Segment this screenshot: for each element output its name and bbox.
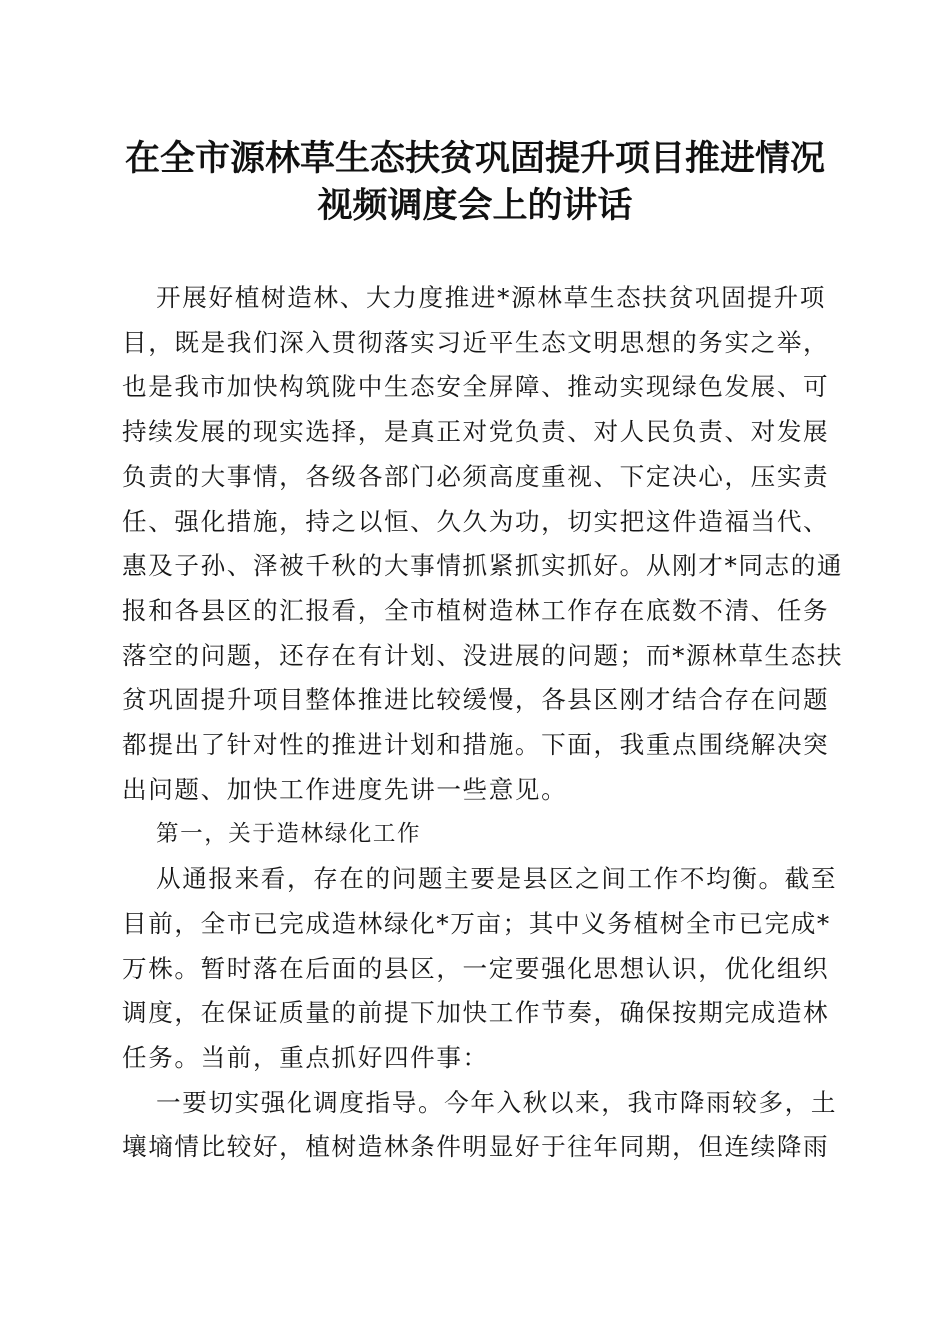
section-heading-afforestation <box>122 812 826 857</box>
paragraph-line: 贫巩固提升项目整体推进比较缓慢，各县区刚才结合存在问题 <box>122 685 830 715</box>
paragraph-progress-report <box>122 857 838 1081</box>
paragraph-line: 目，既是我们深入贯彻落实习近平生态文明思想的务实之举， <box>122 327 830 357</box>
paragraph-line: 惠及子孙、泽被千秋的大事情抓紧抓实抓好。从刚才*同志的通 <box>122 551 844 581</box>
title-line-1: 在全市源林草生态扶贫巩固提升项目推进情况 <box>124 138 825 179</box>
paragraph-line: 持续发展的现实选择，是真正对党负责、对人民负责、对发展 <box>122 417 830 447</box>
paragraph-line: 也是我市加快构筑陇中生态安全屏障、推动实现绿色发展、可 <box>122 372 830 402</box>
paragraph-line: 都提出了针对性的推进计划和措施。下面，我重点围绕解决突 <box>122 730 830 760</box>
paragraph-intro <box>122 276 844 812</box>
document-title <box>60 135 890 229</box>
paragraph-dispatch-guidance <box>122 1081 838 1170</box>
section-heading-text: 第一，关于造林绿化工作 <box>156 821 422 848</box>
paragraph-line: 出问题、加快工作进度先讲一些意见。 <box>122 774 568 804</box>
paragraph-line: 落空的问题，还存在有计划、没进展的问题；而*源林草生态扶 <box>122 640 844 670</box>
paragraph-line: 调度，在保证质量的前提下加快工作节奏，确保按期完成造林 <box>122 998 830 1028</box>
paragraph-line: 任务。当前，重点抓好四件事： <box>122 1042 489 1072</box>
paragraph-line: 壤墒情比较好，植树造林条件明显好于往年同期，但连续降雨 <box>122 1132 830 1162</box>
paragraph-line: 负责的大事情，各级各部门必须高度重视、下定决心，压实责 <box>122 461 830 491</box>
document-body <box>122 276 844 1170</box>
paragraph-line: 任、强化措施，持之以恒、久久为功，切实把这件造福当代、 <box>122 506 830 536</box>
paragraph-line: 一要切实强化调度指导。今年入秋以来，我市降雨较多，土 <box>156 1087 838 1117</box>
paragraph-line: 开展好植树造林、大力度推进*源林草生态扶贫巩固提升项 <box>156 283 826 312</box>
paragraph-line: 从通报来看，存在的问题主要是县区之间工作不均衡。截至 <box>156 864 838 894</box>
paragraph-line: 万株。暂时落在后面的县区，一定要强化思想认识，优化组织 <box>122 953 830 983</box>
paragraph-line: 目前，全市已完成造林绿化*万亩；其中义务植树全市已完成* <box>122 908 831 938</box>
paragraph-line: 报和各县区的汇报看，全市植树造林工作存在底数不清、任务 <box>122 595 830 625</box>
title-line-2: 视频调度会上的讲话 <box>317 185 633 226</box>
